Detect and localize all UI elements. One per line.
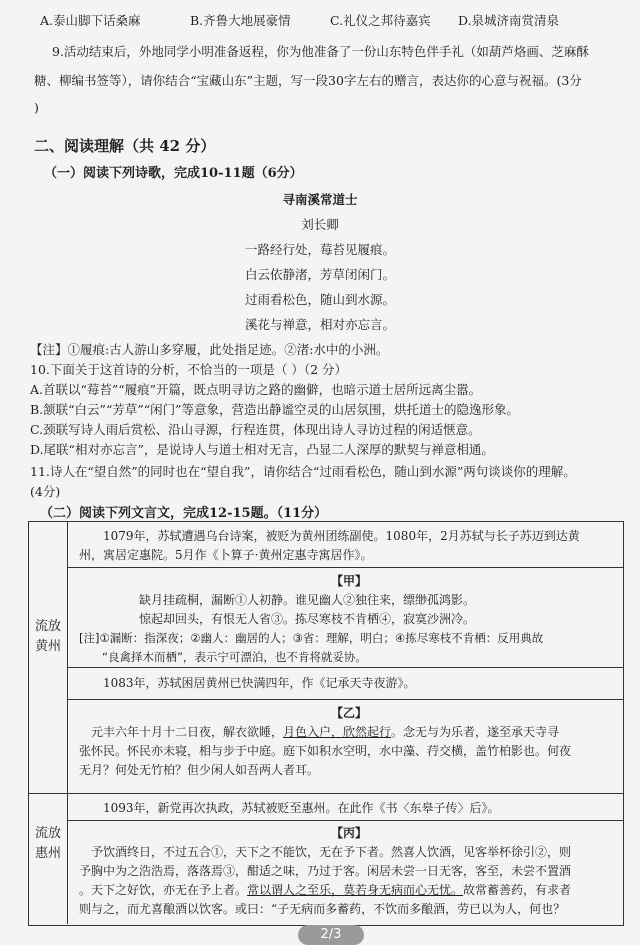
underlined-sentence: 常以谓人之至乐，莫若身无病而心无忧。 (247, 883, 464, 897)
poem-line-1: 一路经行处，莓苔见履痕。 (244, 242, 395, 257)
background-1093 (79, 799, 619, 818)
poem-line-2: 白云依静渚，芳草闭闲门。 (244, 267, 395, 282)
section-label-huangzhou: 流放黄州 (34, 619, 61, 654)
q10-option-b: B.颔联“白云”“芳草”“闲门”等意象，营造出静谧空灵的山居氛围，烘托道士的隐逸形象。 (30, 402, 520, 417)
text-line: “良禽择木而栖”，表示宁可漂泊，也不肯将就妥协。 (102, 650, 367, 664)
background-1079 (79, 527, 619, 565)
text-line: 予饮酒终日，不过五合①，天下之不能饮，无在予下者。然喜人饮酒，见客举杯徐引②，则 (91, 845, 572, 859)
q8-option-d: D.泉城济南赏清泉 (458, 13, 560, 28)
table-divider (29, 793, 623, 794)
background-1083 (79, 674, 619, 693)
passage-bing-title: 【丙】 (330, 826, 367, 840)
q9-line-1: 9.活动结束后，外地同学小明准备返程，你为他准备了一份山东特色伴手礼（如葫芦烙画、芝麻酥 (52, 44, 589, 59)
text-line: 缺月挂疏桐，漏断①人初静。谁见幽人②独往来，缥缈孤鸿影。 (139, 593, 476, 607)
text-line: 惊起却回头，有恨无人省③。拣尽寒枝不肯栖④，寂寞沙洲冷。 (139, 612, 476, 626)
text-line: 1093年，新党再次执政，苏轼被贬至惠州。在此作《书〈东皋子传〉后》。 (103, 801, 500, 815)
q9-line-3: ) (34, 100, 39, 115)
q11-line-2: (4分) (30, 484, 61, 499)
poem-line-4: 溪花与禅意，相对亦忘言。 (244, 317, 395, 332)
q8-option-b: B.齐鲁大地展豪情 (190, 13, 291, 28)
text-line: 予胸中为之浩浩焉，落落焉③，酣适之味，乃过于客。闲居未尝一日无客，客至，未尝不置酒 (79, 864, 572, 878)
text-span: 元丰六年十月十二日夜，解衣欲睡， (91, 725, 284, 739)
subsection-2-title: （二）阅读下列文言文，完成12-15题。（11分） (40, 506, 328, 521)
table-divider (67, 667, 623, 668)
section-2-title: 二、阅读理解（共 42 分） (34, 137, 216, 155)
text-line (79, 723, 619, 742)
passage-yi (79, 704, 619, 780)
text-line: 州，寓居定惠院。5月作《卜算子·黄州定惠寺寓居作》。 (79, 548, 373, 562)
classical-text-table (28, 521, 624, 926)
table-divider (67, 699, 623, 700)
passage-jia-title: 【甲】 (330, 574, 367, 588)
table-divider (67, 522, 68, 924)
poem-line-3: 过雨看松色，随山到水源。 (244, 292, 395, 307)
poem-title: 寻南溪常道士 (282, 192, 358, 207)
q11-line-1: 11.诗人在“望自然”的同时也在“望自我”，请你结合“过雨看松色，随山到水源”两句谈谈你的理解。 (30, 464, 576, 479)
poem-note: 【注】①履痕:古人游山多穿履，此处指足迹。②渚:水中的小洲。 (30, 342, 389, 357)
subsection-1-title: （一）阅读下列诗歌，完成10-11题（6分） (44, 166, 303, 181)
underlined-sentence: 月色入户，欣然起行 (283, 725, 392, 739)
q10-stem: 10.下面关于这首诗的分析，不恰当的一项是（ ）（2 分） (30, 362, 348, 377)
table-divider (67, 820, 623, 821)
passage-bing (79, 824, 619, 919)
q10-option-d: D.尾联“相对亦忘言”，是说诗人与道士相对无言，凸显二人深厚的默契与禅意相通。 (30, 442, 494, 457)
q8-option-a: A.泰山脚下话桑麻 (40, 13, 141, 28)
text-line: 张怀民。怀民亦未寝，相与步于中庭。庭下如积水空明，水中藻、荇交横，盖竹柏影也。何夜 (79, 744, 572, 758)
q10-option-a: A.首联以“莓苔”“履痕”开篇，既点明寻访之路的幽僻，也暗示道士居所远离尘嚣。 (30, 382, 482, 397)
text-span: 。念无与为乐者，遂至承天寺寻 (391, 725, 560, 739)
text-span: 。天下之好饮，亦无在予上者。 (79, 883, 248, 897)
passage-yi-title: 【乙】 (330, 706, 367, 720)
poem-author: 刘长卿 (301, 217, 339, 232)
q9-line-2: 糖、柳编书签等），请你结合“宝藏山东”主题，写一段30字左右的赠言，表达你的心意与祝福。(3分 (34, 73, 582, 88)
passage-jia (79, 572, 619, 667)
table-divider (67, 567, 623, 568)
text-line: 1083年，苏轼困居黄州已快满四年，作《记承天寺夜游》。 (103, 676, 416, 690)
text-span: 故常蓄善药，有求者 (463, 883, 572, 897)
text-line: [注]①漏断：指深夜；②幽人：幽居的人；③省：理解，明白；④拣尽寒枝不肯栖：反用典故 (79, 631, 544, 645)
page-indicator[interactable]: 2/3 (298, 925, 364, 945)
text-line: 1079年，苏轼遭遇乌台诗案，被贬为黄州团练副使。1080年，2月苏轼与长子苏迈到达黄 (103, 529, 580, 543)
section-label-huizhou: 流放惠州 (34, 826, 61, 861)
q10-option-c: C.颈联写诗人雨后赏松、沿山寻源，行程连贯，体现出诗人寻访过程的闲适惬意。 (30, 422, 481, 437)
text-line (79, 881, 619, 900)
q8-option-c: C.礼仪之邦待嘉宾 (330, 13, 431, 28)
q8-options (40, 11, 620, 29)
text-line: 则与之，而尤喜酿酒以饮客。或曰：“子无病而多蓄药，不饮而多酿酒，劳已以为人，何也？ (79, 902, 566, 916)
text-line: 无月？何处无竹柏？但少闲人如吾两人者耳。 (79, 763, 320, 777)
